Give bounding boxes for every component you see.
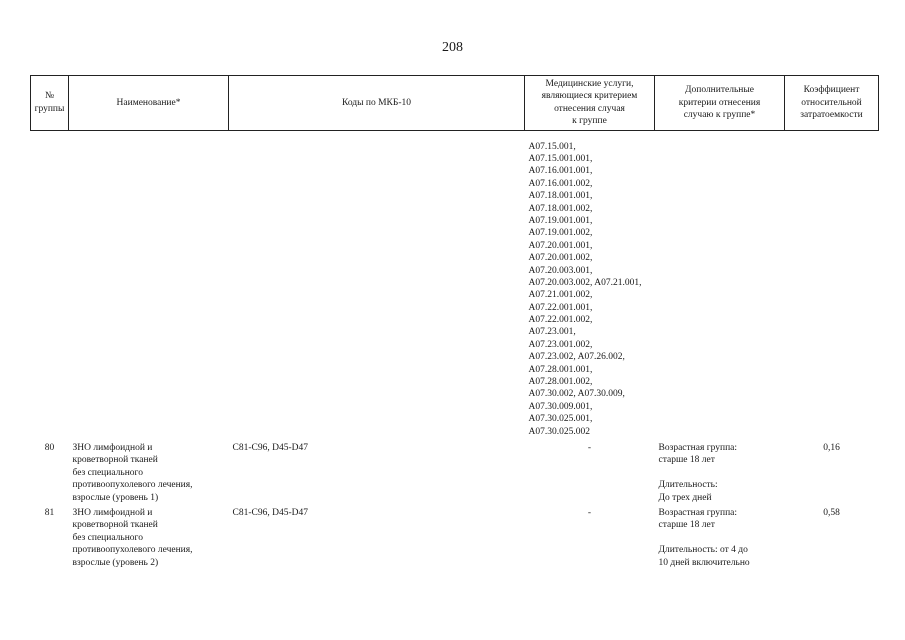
- icd-codes: C81-C96, D45-D47: [232, 507, 308, 518]
- service-code-line: A07.30.002, A07.30.009,: [528, 389, 625, 400]
- service-code-line: A07.20.003.002, A07.21.001,: [528, 277, 642, 288]
- service-code-line: A07.16.001.001,: [528, 166, 593, 177]
- service-code-line: A07.23.002, A07.26.002,: [528, 352, 625, 363]
- service-code-line: A07.16.001.002,: [528, 178, 593, 189]
- header-group-number: № группы: [31, 76, 69, 131]
- continuation-row: [31, 141, 879, 438]
- service-code-line: A07.15.001.001,: [528, 154, 593, 165]
- table-row-81: [31, 507, 879, 569]
- service-code-line: A07.30.009.001,: [528, 401, 593, 412]
- service-code-line: A07.30.025.001,: [528, 414, 593, 425]
- service-code-line: A07.15.001,: [528, 141, 576, 152]
- service-code-line: A07.21.001.002,: [528, 290, 593, 301]
- medical-services: -: [587, 443, 592, 453]
- service-code-line: A07.23.001.002,: [528, 339, 593, 350]
- header-icd-codes: Коды по МКБ-10: [229, 76, 525, 131]
- icd-codes: C81-C96, D45-D47: [232, 443, 308, 453]
- header-extra-criteria: Дополнительные критерии отнесения случаю к группе*: [655, 76, 785, 131]
- coefficient: 0,16: [823, 443, 840, 453]
- service-code-line: A07.30.025.002: [528, 426, 590, 437]
- table-row-80: [31, 442, 879, 504]
- extra-criteria: Возрастная группа: старше 18 лет Длительность: До трех дней: [658, 443, 738, 503]
- service-code-line: A07.28.001.002,: [528, 377, 593, 388]
- coefficient: 0,58: [823, 507, 840, 518]
- service-code-line: A07.20.003.001,: [528, 265, 593, 276]
- group-number: 81: [44, 507, 55, 518]
- extra-criteria: Возрастная группа: старше 18 лет Длительность: от 4 до 10 дней включительно: [658, 507, 750, 568]
- service-code-line: A07.19.001.001,: [528, 215, 593, 226]
- service-code-line: A07.23.001,: [528, 327, 576, 338]
- table-header-row: [31, 76, 879, 131]
- service-code-line: A07.22.001.001,: [528, 302, 593, 313]
- service-code-line: A07.22.001.002,: [528, 315, 593, 326]
- page-number: 208: [442, 40, 463, 55]
- service-code-line: A07.18.001.001,: [528, 191, 593, 202]
- service-code-line: A07.20.001.001,: [528, 240, 593, 251]
- group-name: ЗНО лимфоидной и кроветворной тканей без специального противоопухолевого лечения, взрослые (уровень 1): [72, 443, 193, 503]
- header-coefficient: Коэффициент относительной затратоемкости: [785, 76, 879, 131]
- continuation-service-codes: [525, 141, 655, 438]
- groups-table: [30, 75, 879, 569]
- header-medical-services: Медицинские услуги, являющиеся критерием отнесения случая к группе: [525, 76, 655, 131]
- service-code-line: A07.19.001.002,: [528, 228, 593, 239]
- group-name: ЗНО лимфоидной и кроветворной тканей без специального противоопухолевого лечения, взрослые (уровень 2): [72, 507, 193, 568]
- service-code-line: A07.20.001.002,: [528, 253, 593, 264]
- header-name: Наименование*: [69, 76, 229, 131]
- medical-services: -: [587, 507, 592, 518]
- service-code-line: A07.18.001.002,: [528, 203, 593, 214]
- group-number: 80: [44, 443, 55, 453]
- service-code-line: A07.28.001.001,: [528, 364, 593, 375]
